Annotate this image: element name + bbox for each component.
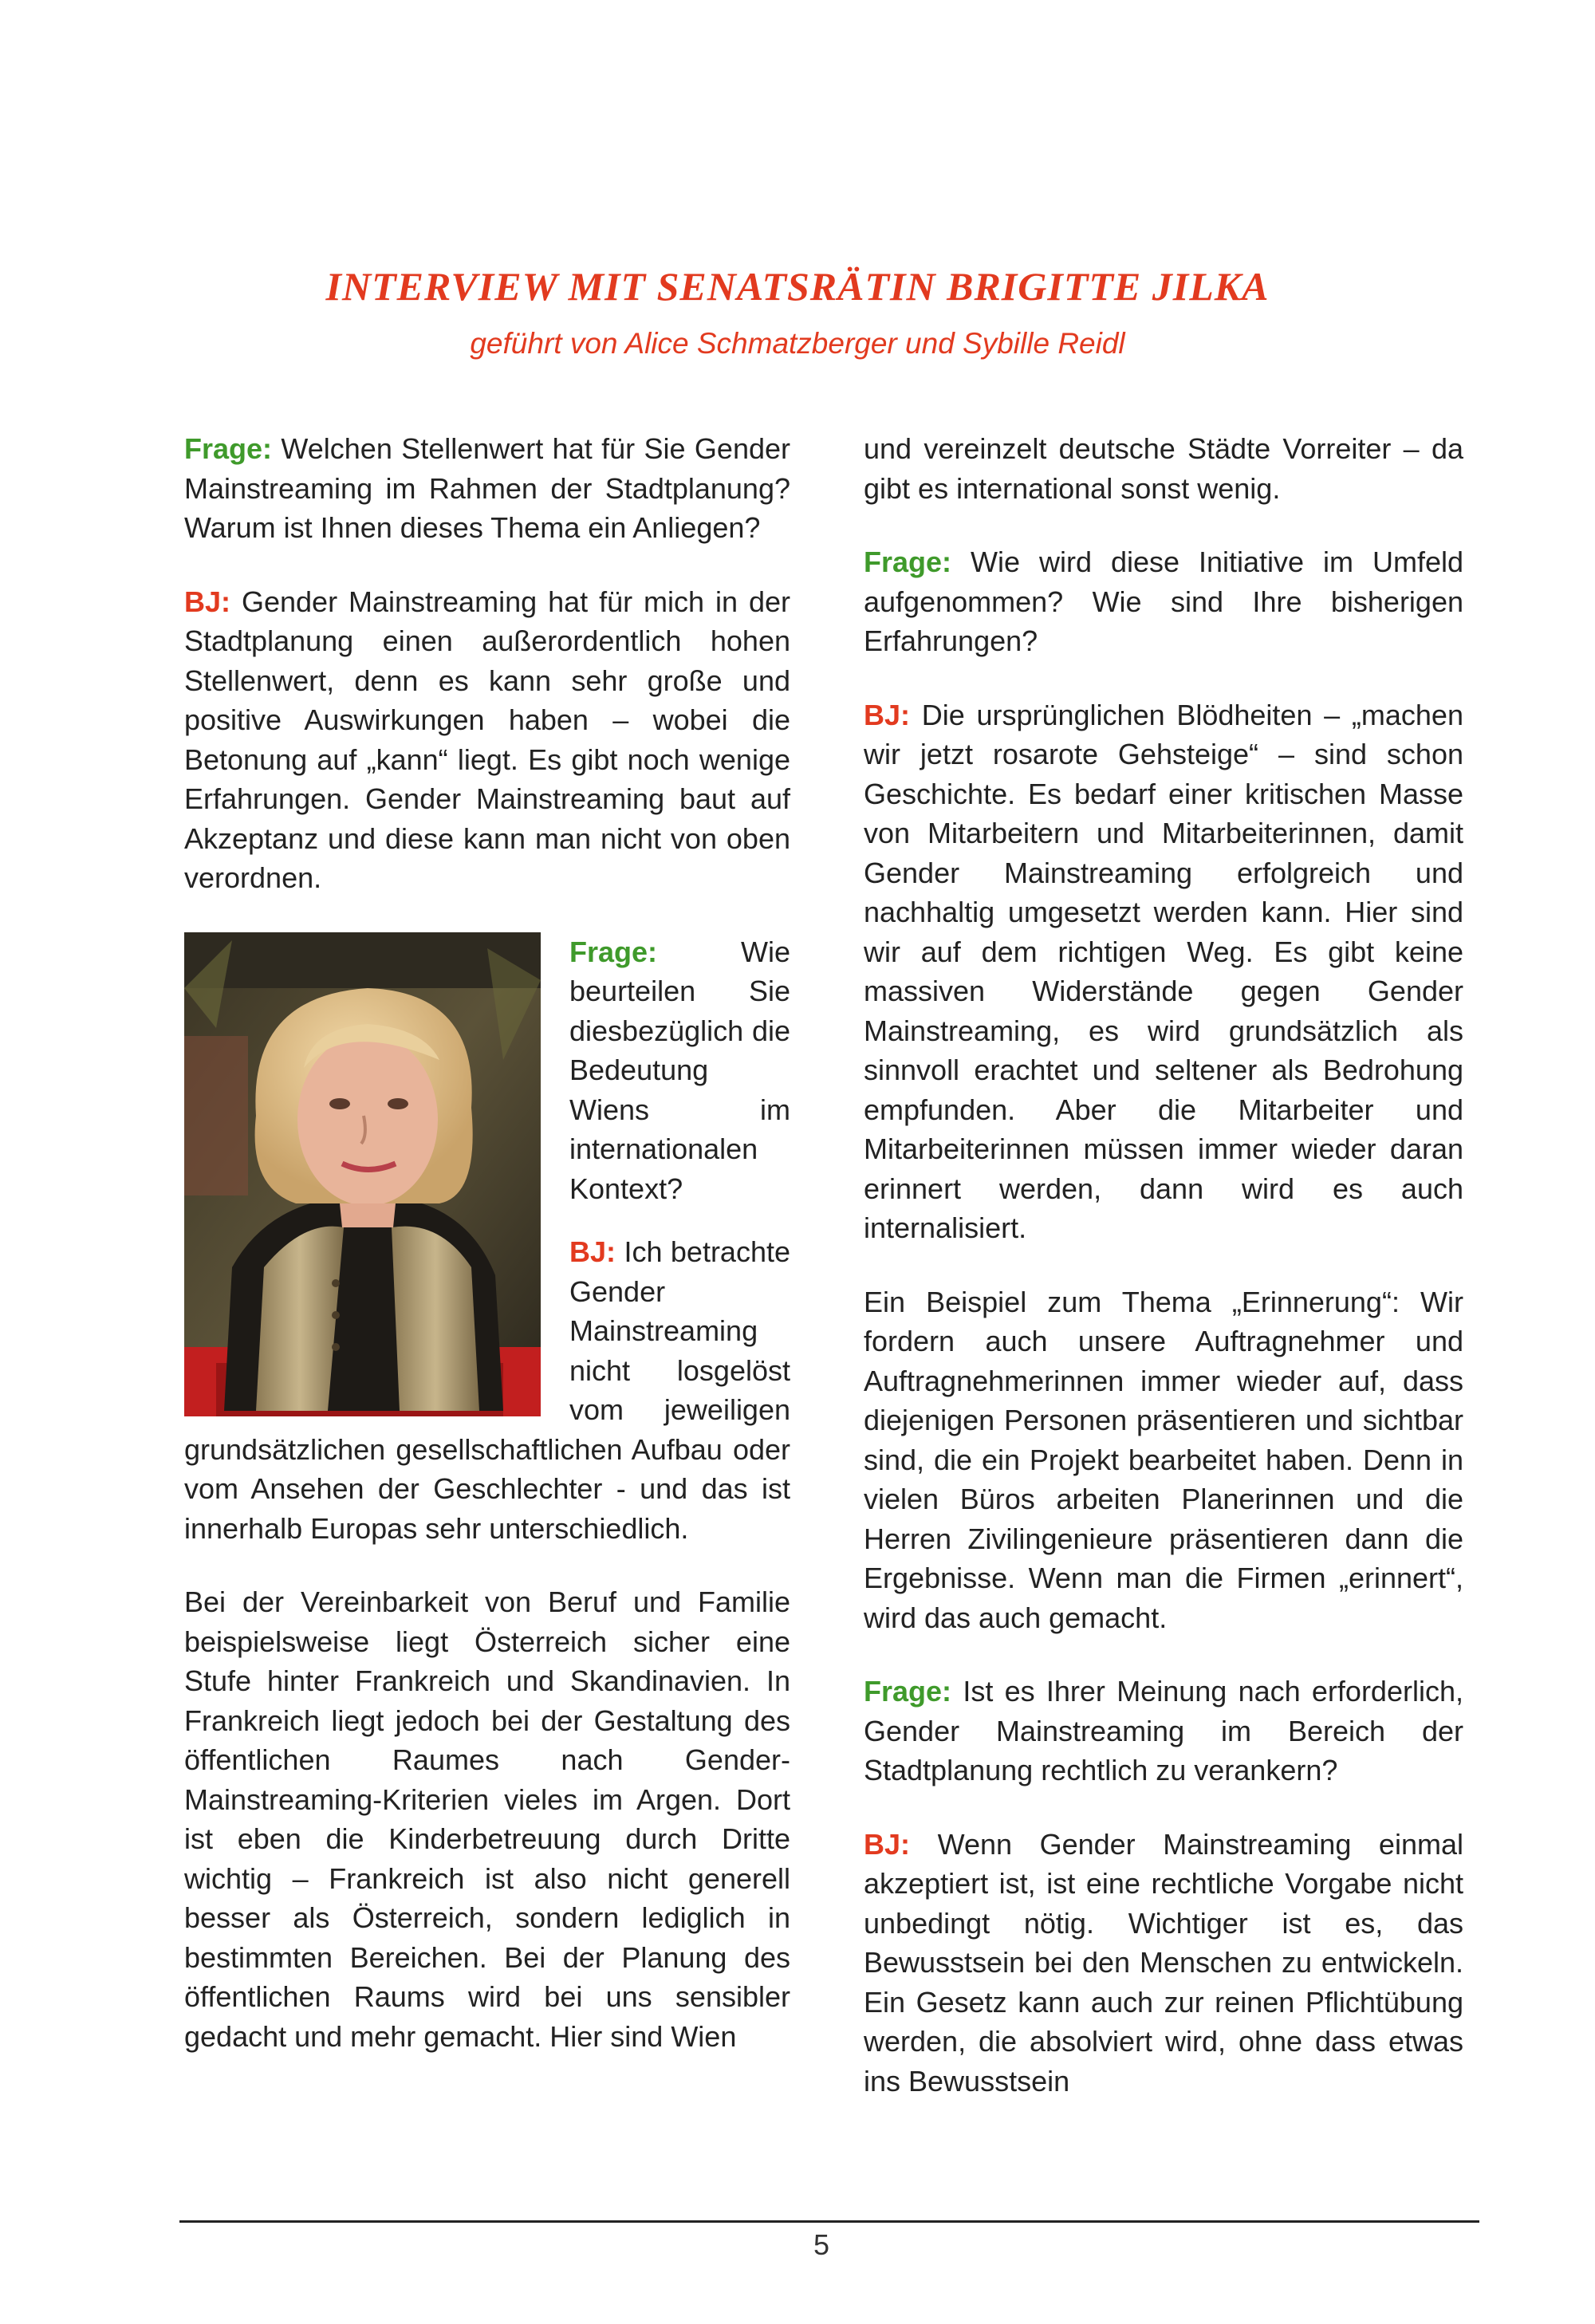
body-paragraph: Ein Beispiel zum Thema „Erinnerung“: Wir fordern auch unsere Auftragnehmer und Auftragnehmerinnen immer wieder auf, dass diejenigen Personen präsentieren und sichtbar sind, die ein Projekt bearbeitet haben. Denn in vielen Büros arbeiten Planerinnen und die Herren Zivilingenieure präsentieren dann die Ergebnisse. Wenn man die Firmen „erinnert“, wird das auch gemacht. [864, 1285, 1463, 1634]
question-text: Welchen Stellenwert hat für Sie Gender Mainstreaming im Rahmen der Stadtplanung? Warum ist Ihnen dieses Thema ein Anliegen? [184, 432, 790, 544]
answer-paragraph [864, 1825, 1463, 2101]
article-subtitle: geführt von Alice Schmatzberger und Sybille Reidl [470, 327, 1125, 360]
question-text: Wie wird diese Initiative im Umfeld aufgenommen? Wie sind Ihre bisherigen Erfahrungen? [864, 546, 1463, 657]
question-paragraph [864, 1672, 1463, 1790]
question-paragraph [864, 542, 1463, 661]
question-text: Ist es Ihrer Meinung nach erforderlich, Gender Mainstreaming im Bereich der Stadtplanung rechtlich zu verankern? [864, 1675, 1463, 1786]
portrait-photo [184, 932, 541, 1416]
answer-label: BJ: [864, 698, 911, 731]
answer-paragraph [184, 582, 790, 898]
article-title: INTERVIEW MIT SENATSRÄTIN BRIGITTE JILKA [325, 264, 1270, 309]
question-label: Frage: [864, 546, 952, 578]
answer-text: Wenn Gender Mainstreaming einmal akzeptiert ist, ist eine rechtliche Vorgabe nicht unbedingt nötig. Wichtiger ist es, das Bewusstsein bei den Menschen zu entwickeln. Ein Gesetz kann auch zur reinen Pflichtübung werden, die absolviert wird, ohne dass etwas ins Bewusstsein [864, 1827, 1463, 2098]
question-text: Wie beurteilen Sie diesbezüglich die Bedeutung Wiens im internationalen Kontext? [569, 935, 790, 1205]
answer-label: BJ: [569, 1235, 616, 1268]
footer-divider [179, 2220, 1479, 2223]
body-paragraph: Bei der Vereinbarkeit von Beruf und Familie beispielsweise liegt Österreich sicher eine Stufe hinter Frankreich und Skandinavien. In Frankreich liegt jedoch bei der Gestaltung des öffentlichen Raumes nach Gender-Mainstreaming-Kriterien vieles im Argen. Dort ist eben die Kinderbetreuung durch Dritte wichtig – Frankreich ist also nicht generell besser als Österreich, sondern lediglich in bestimmten Bereichen. Bei der Planung des öffentlichen Raums wird bei uns sensibler gedacht und mehr gemacht. Hier sind Wien [184, 1585, 790, 2053]
left-column [184, 429, 790, 2090]
right-column [864, 429, 1463, 2135]
answer-text: Gender Mainstreaming hat für mich in der Stadtplanung einen außerordentlich hohen Stellenwert, denn es kann sehr große und positive Auswirkungen haben – wobei die Betonung auf „kann“ liegt. Es gibt noch wenige Erfahrungen. Gender Mainstreaming baut auf Akzeptanz und diese kann man nicht von oben verordnen. [184, 585, 790, 894]
answer-text: Die ursprünglichen Blödheiten – „machen wir jetzt rosarote Gehsteige“ – sind schon Geschichte. Es bedarf einer kritischen Masse von Mitarbeitern und Mitarbeiterinnen, damit Gender Mainstreaming erfolgreich und nachhaltig umgesetzt werden kann. Hier sind wir auf dem richtigen Weg. Es gibt keine massiven Widerstände gegen Gender Mainstreaming, es wird grundsätzlich als sinnvoll erachtet und seltener als Bedrohung empfunden. Aber die Mitarbeiter und Mitarbeiterinnen müssen immer wieder daran erinnert werden, dann wird es auch internalisiert. [864, 698, 1463, 1244]
answer-label: BJ: [864, 1827, 911, 1861]
question-label: Frage: [864, 1675, 952, 1708]
answer-text: Ich betrachte Gender Mainstreaming nicht losgelöst vom jeweiligen grundsätzlichen gesellschaftlichen Aufbau oder vom Ansehen der Geschlechter - und das ist innerhalb Europas sehr unterschiedlich. [184, 1235, 790, 1545]
answer-label: BJ: [184, 585, 231, 618]
page-number: 5 [813, 2228, 830, 2261]
question-label: Frage: [184, 432, 273, 465]
question-paragraph [184, 429, 790, 548]
answer-paragraph [864, 695, 1463, 1248]
body-paragraph: und vereinzelt deutsche Städte Vorreiter – da gibt es international sonst wenig. [864, 432, 1463, 505]
question-label: Frage: [569, 935, 658, 968]
